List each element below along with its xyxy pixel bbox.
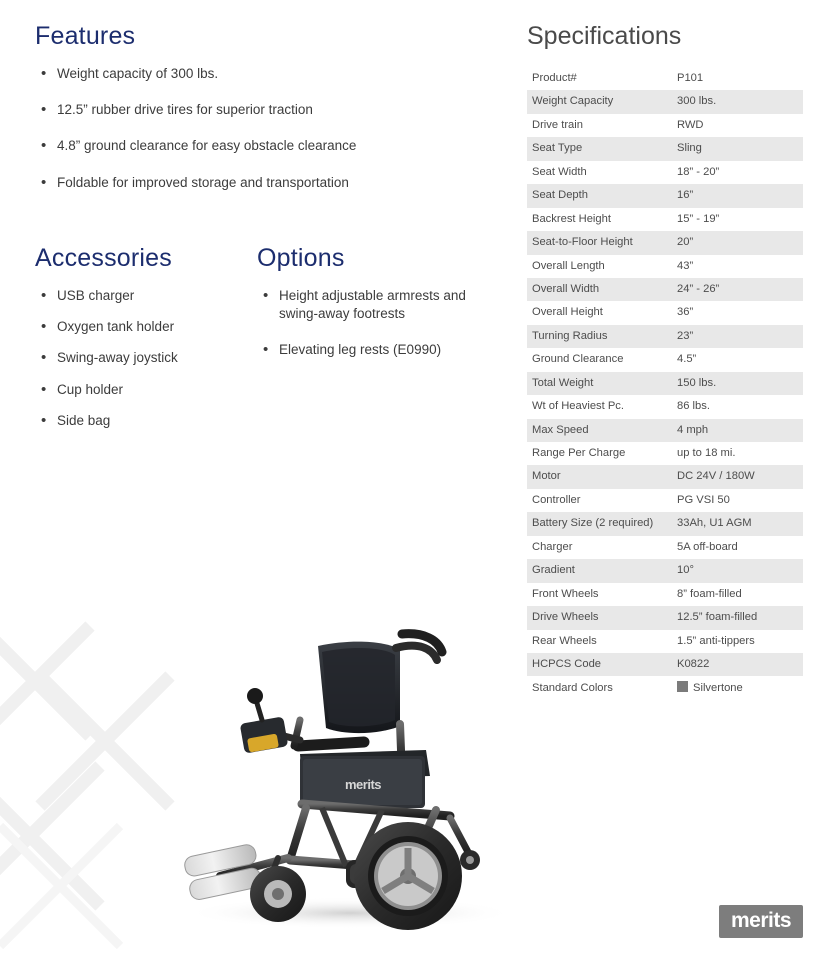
spec-key: Seat Type [527, 137, 672, 160]
spec-key: Overall Length [532, 259, 605, 272]
spec-value: PG VSI 50 [677, 493, 730, 506]
list-item: • Swing-away joystick [35, 349, 257, 367]
spec-key: Range Per Charge [532, 447, 626, 459]
table-row [527, 583, 803, 606]
spec-value: 16” [672, 184, 803, 207]
table-row [527, 348, 803, 371]
table-row [527, 653, 803, 676]
table-row [527, 559, 803, 582]
spec-value: RWD [677, 118, 704, 131]
spec-key: Seat-to-Floor Height [527, 231, 672, 254]
spec-key: Turning Radius [527, 325, 672, 348]
table-row [527, 489, 803, 512]
specifications-column [527, 22, 803, 701]
spec-key: Ground Clearance [532, 353, 624, 366]
accessories-list [35, 287, 257, 430]
spec-value: P101 [677, 72, 704, 84]
spec-key: Controller [532, 493, 581, 506]
brand-logo [719, 905, 803, 938]
spec-key: Charger [532, 540, 573, 553]
table-row [527, 231, 803, 254]
options-column [257, 244, 497, 443]
spec-key: Wt of Heaviest Pc. [532, 400, 625, 413]
spec-value: 5A off-board [677, 540, 738, 553]
color-name: Silvertone [693, 682, 743, 695]
list-item: • Height adjustable armrests and swing-away footrests [257, 287, 497, 323]
list-item: • Elevating leg rests (E0990) [257, 341, 497, 359]
accessories-column [35, 244, 257, 443]
list-item: • 4.8” ground clearance for easy obstacle clearance [35, 137, 505, 155]
spec-key: Motor [527, 465, 672, 488]
spec-value: 12.5” foam-filled [672, 606, 803, 629]
spec-value: 8” foam-filled [677, 587, 742, 600]
spec-value: 20” [672, 231, 803, 254]
spec-value: 23” [672, 325, 803, 348]
spec-value: 4.5” [677, 353, 697, 366]
spec-value: 33Ah, U1 AGM [672, 512, 803, 535]
spec-value: K0822 [672, 653, 803, 676]
table-row-colors [527, 676, 803, 700]
list-item: • USB charger [35, 287, 257, 305]
spec-value: up to 18 mi. [677, 447, 736, 459]
spec-value: Sling [672, 137, 803, 160]
spec-value-colors [672, 676, 803, 700]
table-row [527, 301, 803, 324]
spec-key: Weight Capacity [527, 90, 672, 113]
svg-text:merits: merits [344, 777, 382, 792]
spec-value: 10° [672, 559, 803, 582]
spec-key: Total Weight [527, 372, 672, 395]
spec-key: Seat Width [532, 165, 587, 178]
table-row [527, 114, 803, 137]
brand-logo-text: merits [730, 909, 791, 932]
table-row [527, 278, 803, 301]
table-row [527, 442, 803, 465]
list-item: • Foldable for improved storage and transportation [35, 174, 505, 192]
features-heading: Features [35, 22, 136, 50]
table-row [527, 630, 803, 653]
features-list [35, 65, 505, 192]
spec-key: HCPCS Code [527, 653, 672, 676]
spec-value: 43” [677, 259, 694, 272]
spec-key: Drive Wheels [527, 606, 672, 629]
spec-value: 15” - 19” [677, 212, 720, 225]
table-row [527, 90, 803, 113]
table-row [527, 606, 803, 629]
table-row [527, 67, 803, 90]
specifications-heading: Specifications [527, 22, 682, 50]
table-row [527, 255, 803, 278]
accessories-heading: Accessories [35, 243, 172, 272]
spec-key: Standard Colors [532, 681, 613, 694]
spec-value: DC 24V / 180W [672, 465, 803, 488]
list-item: • Side bag [35, 412, 257, 430]
spec-value: 1.5” anti-tippers [677, 634, 755, 647]
table-row [527, 536, 803, 559]
left-content-column [35, 22, 505, 443]
spec-value: 150 lbs. [672, 372, 803, 395]
list-item: • Cup holder [35, 381, 257, 399]
spec-value: 24” - 26” [672, 278, 803, 301]
list-item: • Weight capacity of 300 lbs. [35, 65, 505, 83]
spec-key: Front Wheels [532, 587, 599, 600]
options-list [257, 287, 497, 360]
color-swatch-silvertone [677, 681, 688, 692]
table-row [527, 325, 803, 348]
spec-value: 36” [677, 306, 694, 319]
spec-key: Rear Wheels [532, 634, 597, 647]
table-row [527, 184, 803, 207]
accessories-options-row [35, 244, 505, 443]
spec-key: Drive train [532, 118, 583, 131]
spec-key: Battery Size (2 required) [527, 512, 672, 535]
options-heading: Options [257, 243, 345, 272]
table-row [527, 137, 803, 160]
spec-value: 18” - 20” [677, 165, 720, 178]
list-item: • Oxygen tank holder [35, 318, 257, 336]
spec-value: 4 mph [672, 419, 803, 442]
table-row [527, 395, 803, 418]
list-item: • 12.5” rubber drive tires for superior traction [35, 101, 505, 119]
table-row [527, 465, 803, 488]
spec-key: Seat Depth [527, 184, 672, 207]
spec-value: 86 lbs. [677, 400, 710, 413]
table-row [527, 161, 803, 184]
spec-key: Gradient [527, 559, 672, 582]
spec-key: Overall Width [527, 278, 672, 301]
table-row [527, 372, 803, 395]
spec-key: Backrest Height [532, 212, 611, 225]
spec-key: Product# [532, 72, 577, 84]
product-image [150, 608, 520, 938]
spec-value: 300 lbs. [672, 90, 803, 113]
spec-key: Overall Height [532, 306, 603, 319]
table-row [527, 419, 803, 442]
specifications-table [527, 67, 803, 701]
table-row [527, 512, 803, 535]
spec-key: Max Speed [527, 419, 672, 442]
table-row [527, 208, 803, 231]
